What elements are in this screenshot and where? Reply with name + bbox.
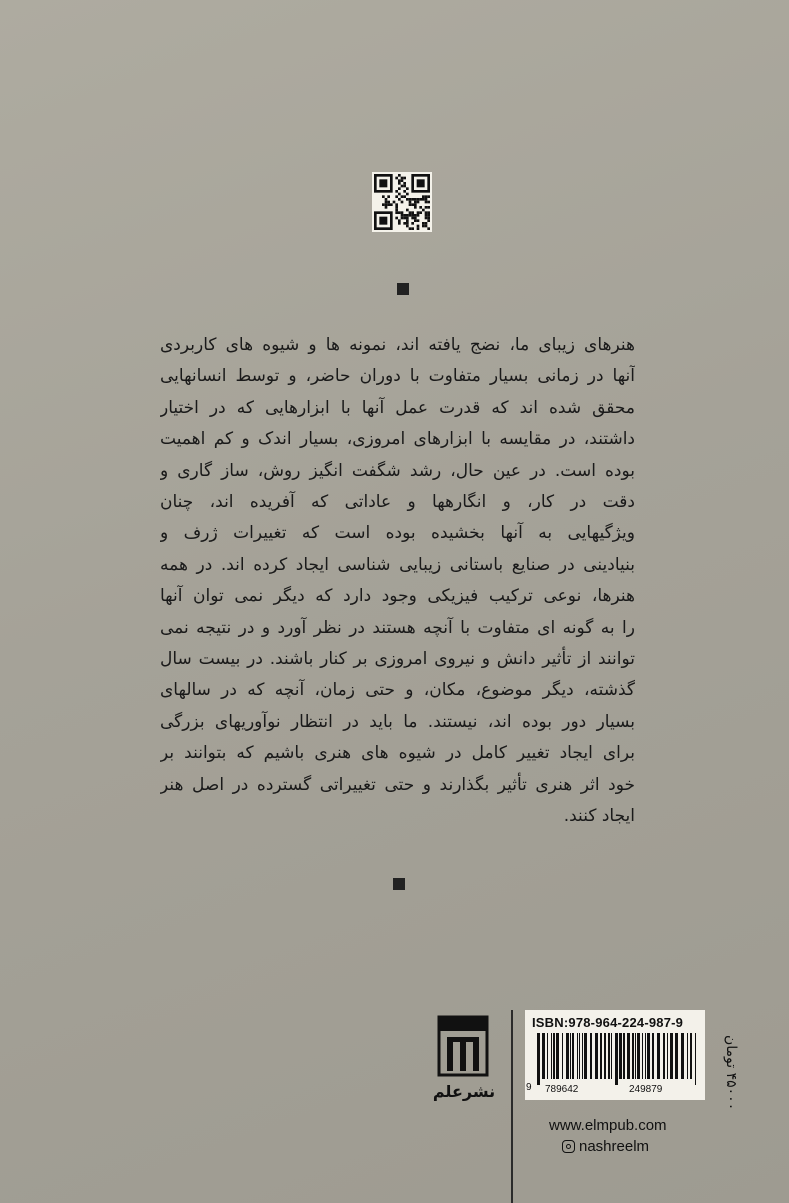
text-line: داشتند، در مقایسه با ابزارهای امروزی، بسیار اندک و کم اهمیت (160, 429, 635, 450)
text-line: بسیار دور بوده اند، نیستند. ما باید در انتظار نوآوریهای بزرگی (160, 711, 635, 732)
text-line: گذشته، دیگر موضوع، مکان، و حتی زمان، آنچه که در سالهای (160, 680, 635, 701)
website-link[interactable]: www.elmpub.com (549, 1117, 667, 1134)
text-line: خود اثر هنری تأثیر بگذارند و حتی تغییراتی گسترده در اصل هنر (160, 774, 635, 795)
qr-code-icon (372, 172, 432, 232)
spine-divider (511, 1010, 513, 1203)
text-line: محقق شده اند که قدرت عمل آنها با ابزارهایی که در اختیار (160, 397, 635, 418)
text-line: توانند از تأثیر دانش و نیروی امروزی بر کنار باشند. در بیست سال (160, 649, 635, 670)
isbn-label: ISBN:978-964-224-987-9 (532, 1015, 684, 1030)
text-line: بوده است. در عین حال، رشد شگفت انگیز روش، ساز گاری و (160, 460, 635, 481)
text-line: ویژگیهایی به آنها بخشیده بوده است که تغییرات ژرف و (160, 523, 635, 544)
text-line: بنیادینی در صنایع باستانی زیبایی شناسی ایجاد کرده اند. در همه (160, 554, 635, 575)
instagram-text: nashreelm (579, 1138, 650, 1155)
barcode-first-digit: 9 (526, 1082, 532, 1093)
text-line: را به گونه ای متفاوت با آنچه هستند در نظر آورد و در نتیجه نمی (160, 617, 635, 638)
section-marker-top (397, 283, 409, 295)
price-label: ۴۵۰۰۰ تومان (723, 1034, 739, 1110)
publisher-logo-icon (437, 1015, 489, 1077)
text-line: آنها در زمانی بسیار متفاوت با دوران حاضر، و توسط انسانهایی (160, 366, 635, 387)
text-line: برای ایجاد تغییر کامل در شیوه های هنری باشیم که بتوانند بر (160, 743, 635, 764)
text-line: هنرهای زیبای ما، نضج یافته اند، نمونه ها و شیوه های کاربردی (160, 335, 635, 355)
text-line: دقت در کار، و انگارهها و عاداتی که آفریده اند، چنان (160, 492, 635, 513)
instagram-handle[interactable] (562, 1138, 649, 1155)
text-line: هنرها، نوعی ترکیب فیزیکی وجود دارد که دیگر نمی توان آنها (160, 586, 635, 607)
isbn-barcode (525, 1010, 705, 1100)
instagram-icon (562, 1140, 575, 1153)
back-cover-text (160, 330, 635, 833)
barcode-right-digits: 249879 (629, 1084, 663, 1095)
section-marker-bottom (393, 878, 405, 890)
barcode-left-digits: 789642 (545, 1084, 579, 1095)
publisher-name: نشرعلم (432, 1082, 496, 1101)
text-line: ایجاد کنند. (563, 806, 635, 827)
